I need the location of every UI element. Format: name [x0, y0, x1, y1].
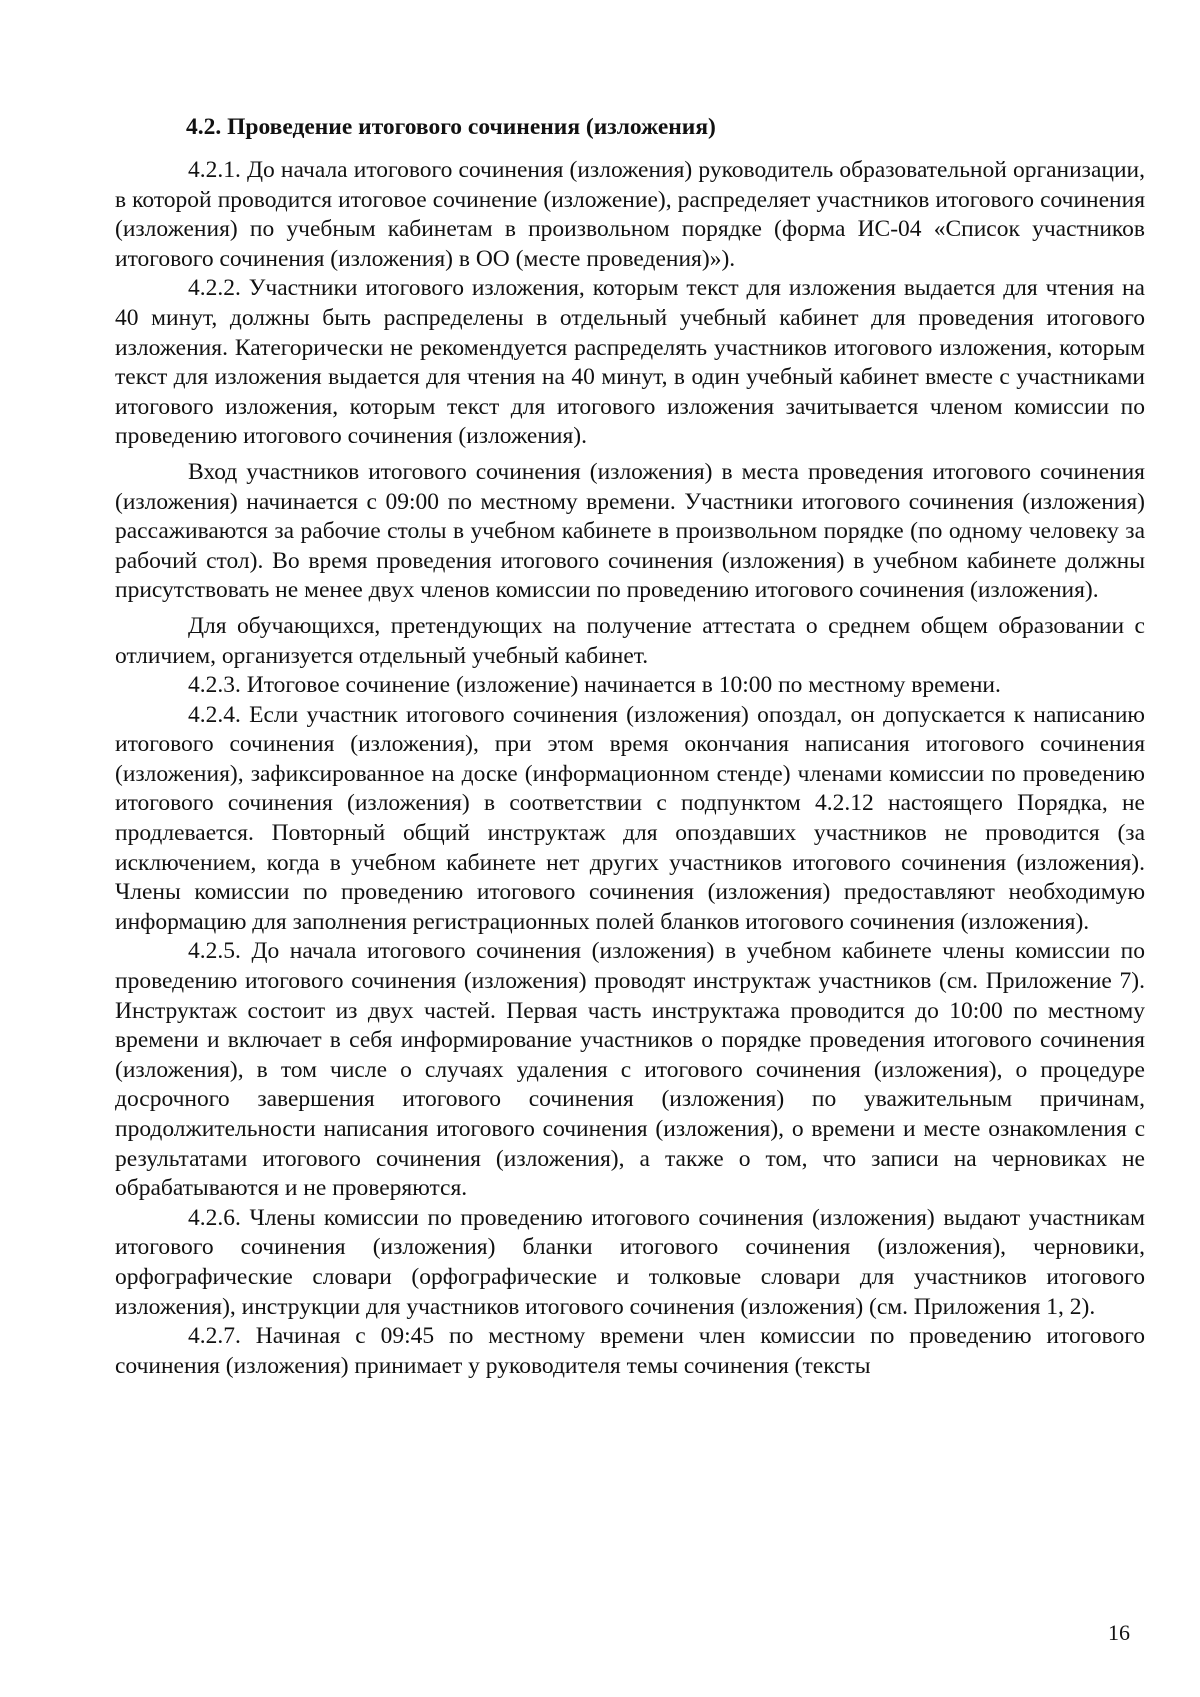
paragraph-4-2-3: 4.2.3. Итоговое сочинение (изложение) начинается в 10:00 по местному времени. [188, 672, 1001, 699]
paragraph-4-2-5: 4.2.5. До начала итогового сочинения (изложения) в учебном кабинете члены комиссии по проведению итогового сочинения (изложения) проводят инструктаж участников (см. Приложение 7). Инструктаж состоит из двух частей. Первая часть инструктажа проводится до 10:00 по местному времени и включает в себя информирование участников о порядке проведения итогового сочинения (изложения), в том числе о случаях удаления с итогового сочинения (изложения), о процедуре досрочного завершения итогового сочинения (изложения) по уважительным причинам, продолжительности написания итогового сочинения (изложения), о времени и месте ознакомления с результатами итогового сочинения (изложения), а также о том, что записи на черновиках не обрабатываются и не проверяются. [115, 938, 1145, 1202]
page-number: 16 [1108, 1620, 1130, 1645]
paragraph-entry-rules: Вход участников итогового сочинения (изложения) в места проведения итогового сочинения (изложения) начинается с 09:00 по местному времени. Участники итогового сочинения (изложения) рассаживаются за рабочие столы в учебном кабинете в произвольном порядке (по одному человеку за рабочий стол). Во время проведения итогового сочинения (изложения) в учебном кабинете должны присутствовать не менее двух членов комиссии по проведению итогового сочинения (изложения). [115, 458, 1145, 604]
paragraph-4-2-2: 4.2.2. Участники итогового изложения, которым текст для изложения выдается для чтения на 40 минут, должны быть распределены в отдельный учебный кабинет для проведения итогового изложения. Категорически не рекомендуется распределять участников итогового изложения, которым текст для изложения выдается для чтения на 40 минут, в один учебный кабинет вместе с участниками итогового изложения, которым текст для итогового изложения зачитывается членом комиссии по проведению итогового сочинения (изложения). [115, 275, 1145, 450]
paragraph-4-2-6: 4.2.6. Члены комиссии по проведению итогового сочинения (изложения) выдают участникам итогового сочинения (изложения) бланки итогового сочинения (изложения), черновики, орфографические словари (орфографические и толковые словари для участников итогового изложения), инструкции для участников итогового сочинения (изложения) (см. Приложения 1, 2). [115, 1204, 1145, 1320]
section-heading: 4.2. Проведение итогового сочинения (изложения) [186, 114, 716, 140]
paragraph-honors-room: Для обучающихся, претендующих на получение аттестата о среднем общем образовании с отличием, организуется отдельный учебный кабинет. [115, 612, 1145, 669]
paragraph-4-2-1: 4.2.1. До начала итогового сочинения (изложения) руководитель образовательной организации, в которой проводится итоговое сочинение (изложение), распределяет участников итогового сочинения (изложения) по учебным кабинетам в произвольном порядке (форма ИС-04 «Список участников итогового сочинения (изложения) в ОО (месте проведения)»). [115, 157, 1145, 272]
document-body [115, 112, 1145, 1381]
paragraph-4-2-4: 4.2.4. Если участник итогового сочинения (изложения) опоздал, он допускается к написанию итогового сочинения (изложения), при этом время окончания написания итогового сочинения (изложения), зафиксированное на доске (информационном стенде) членами комиссии по проведению итогового сочинения (изложения) в соответствии с подпунктом 4.2.12 настоящего Порядка, не продлевается. Повторный общий инструктаж для опоздавших участников не проводится (за исключением, когда в учебном кабинете нет других участников итогового сочинения (изложения). Члены комиссии по проведению итогового сочинения (изложения) предоставляют необходимую информацию для заполнения регистрационных полей бланков итогового сочинения (изложения). [115, 701, 1145, 935]
paragraph-4-2-7: 4.2.7. Начиная с 09:45 по местному времени член комиссии по проведению итогового сочинения (изложения) принимает у руководителя темы сочинения (тексты [115, 1323, 1145, 1379]
